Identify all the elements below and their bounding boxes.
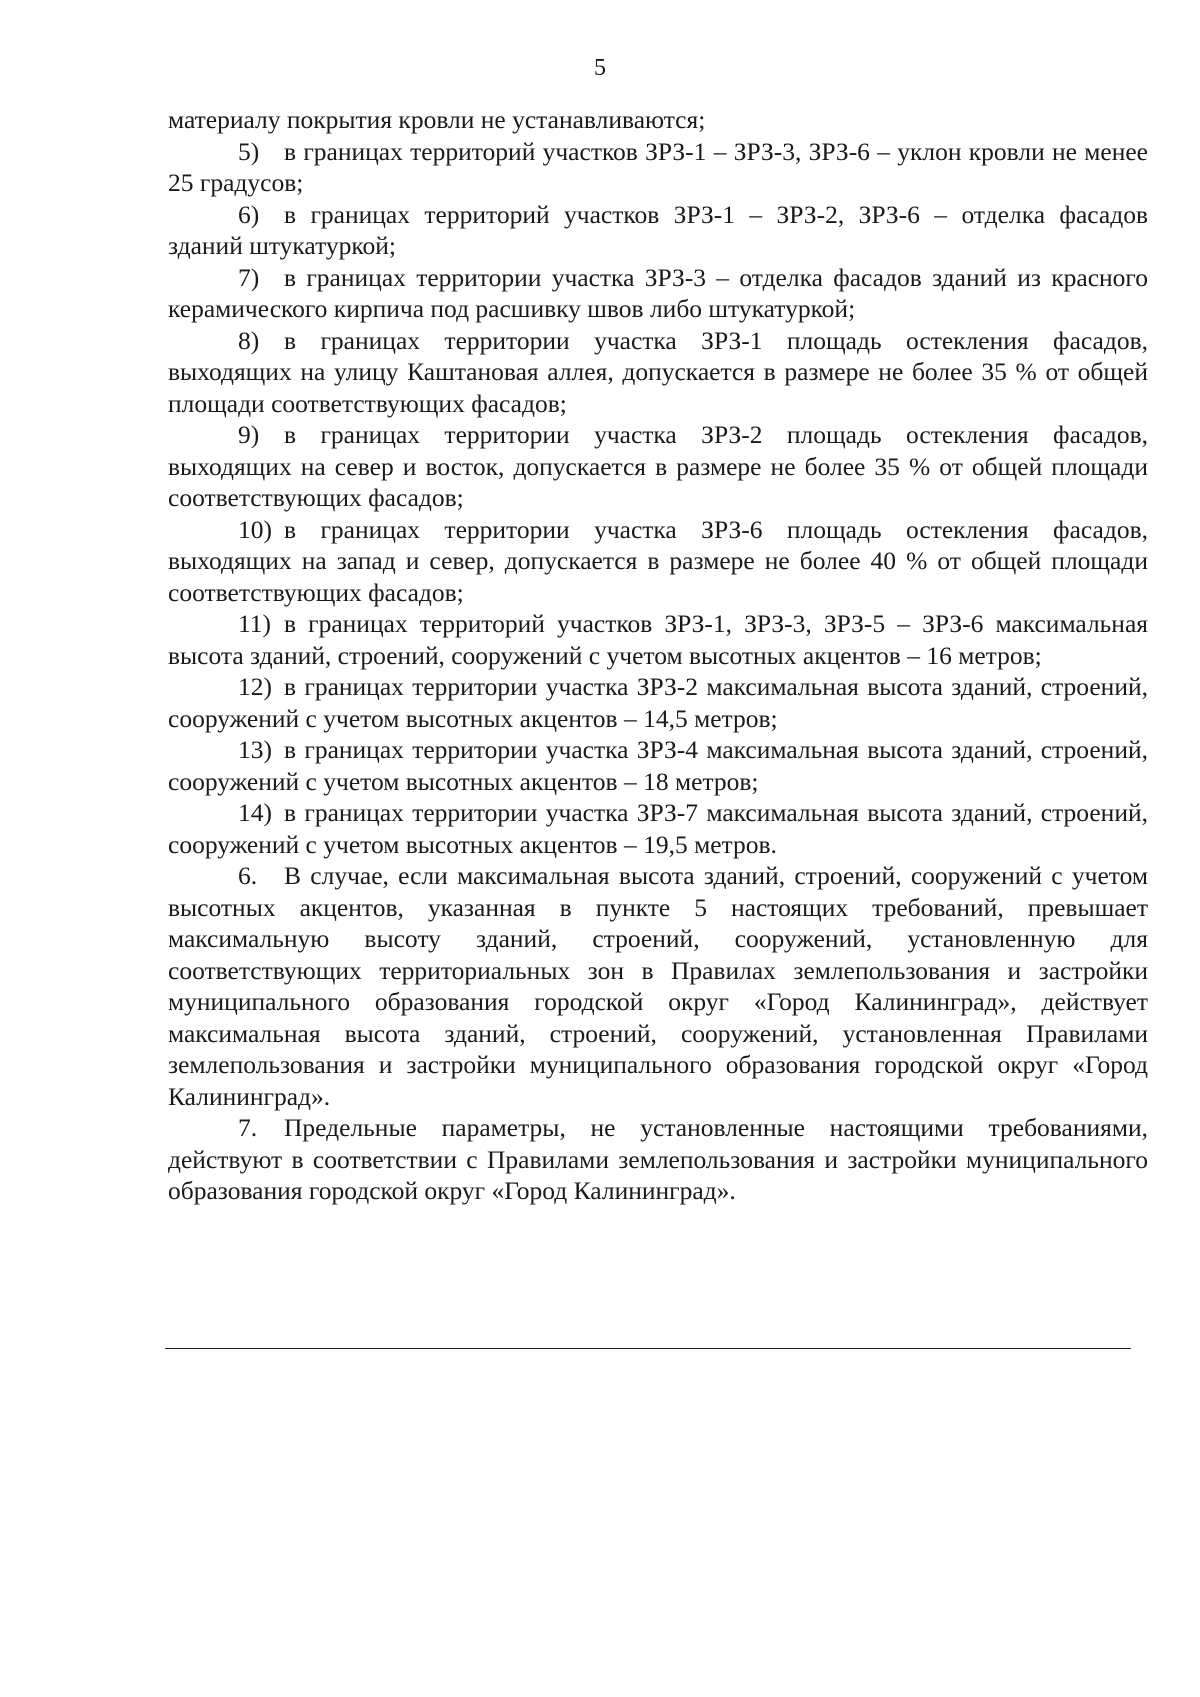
document-body — [168, 104, 1148, 1207]
separator-line — [165, 1348, 1131, 1349]
item-number: 12) — [238, 672, 272, 701]
list-item-9 — [168, 419, 1148, 514]
list-item-10 — [168, 514, 1148, 609]
item-text: в границах территорий участков ЗРЗ-1 – ЗРЗ-2, ЗРЗ-6 – отделка фасадов зданий штукатуркой; — [168, 199, 1148, 260]
list-item-5 — [168, 136, 1148, 199]
item-text: в границах территории участка ЗРЗ-6 площадь остекления фасадов, выходящих на запад и север, допускается в размере не более 40 % от общей площади соответствующих фасадов; — [168, 514, 1148, 607]
paragraph-continuation — [168, 104, 1148, 136]
list-item-7 — [168, 262, 1148, 325]
item-text: в границах территории участка ЗРЗ-1 площадь остекления фасадов, выходящих на улицу Каштановая аллея, допускается в размере не более 35 % от общей площади соответствующих фасадов; — [168, 325, 1148, 418]
item-number: 14) — [238, 798, 272, 827]
item-text: в границах территорий участков ЗРЗ-1 – ЗРЗ-3, ЗРЗ-6 – уклон кровли не менее 25 градусов; — [168, 136, 1148, 197]
item-text: в границах территории участка ЗРЗ-2 площадь остекления фасадов, выходящих на север и восток, допускается в размере не более 35 % от общей площади соответствующих фасадов; — [168, 420, 1148, 512]
list-item-12 — [168, 671, 1148, 734]
item-text: в границах территории участка ЗРЗ-7 максимальная высота зданий, строений, сооружений с учетом высотных акцентов – 19,5 метров. — [168, 798, 1148, 859]
item-text: в границах территории участка ЗРЗ-4 максимальная высота зданий, строений, сооружений с учетом высотных акцентов – 18 метров; — [168, 735, 1148, 796]
item-number: 13) — [238, 735, 272, 764]
page-number: 5 — [594, 55, 606, 81]
item-number: 11) — [238, 609, 272, 638]
item-text: в границах территории участка ЗРЗ-2 максимальная высота зданий, строений, сооружений с учетом высотных акцентов – 14,5 метров; — [168, 672, 1148, 733]
section-number: 7. — [238, 1113, 258, 1142]
list-item-8 — [168, 325, 1148, 420]
section-text: Предельные параметры, не установленные настоящими требованиями, действуют в соответствии с Правилами землепользования и застройки муниципального образования городской округ «Город Калининград». — [168, 1113, 1148, 1205]
section-7 — [168, 1112, 1148, 1207]
item-number: 6) — [238, 199, 260, 229]
item-number: 8) — [238, 325, 260, 355]
list-item-13 — [168, 734, 1148, 797]
item-number: 9) — [238, 420, 260, 449]
list-item-14 — [168, 797, 1148, 860]
section-number: 6. — [238, 861, 258, 890]
item-text: в границах территории участка ЗРЗ-3 – отделка фасадов зданий из красного керамического кирпича под расшивку швов либо штукатуркой; — [168, 262, 1148, 323]
paragraph-text: материалу покрытия кровли не устанавливаются; — [168, 105, 706, 134]
item-text: в границах территорий участков ЗРЗ-1, ЗРЗ-3, ЗРЗ-5 – ЗРЗ-6 максимальная высота зданий, строений, сооружений с учетом высотных акцентов – 16 метров; — [168, 609, 1148, 670]
list-item-11 — [168, 608, 1148, 671]
section-6 — [168, 860, 1148, 1112]
item-number: 7) — [238, 262, 260, 292]
item-number: 10) — [238, 514, 272, 544]
item-number: 5) — [238, 136, 260, 166]
section-text: В случае, если максимальная высота зданий, строений, сооружений с учетом высотных акцентов, указанная в пункте 5 настоящих требований, превышает максимальную высоту зданий, строений, сооружений, установленную для соответствующих территориальных зон в Правилах землепользования и застройки муниципального образования городской округ «Город Калининград», действует максимальная высота зданий, строений, сооружений, установленная Правилами землепользования и застройки муниципального образования городской округ «Город Калининград». — [168, 861, 1148, 1111]
list-item-6 — [168, 199, 1148, 262]
